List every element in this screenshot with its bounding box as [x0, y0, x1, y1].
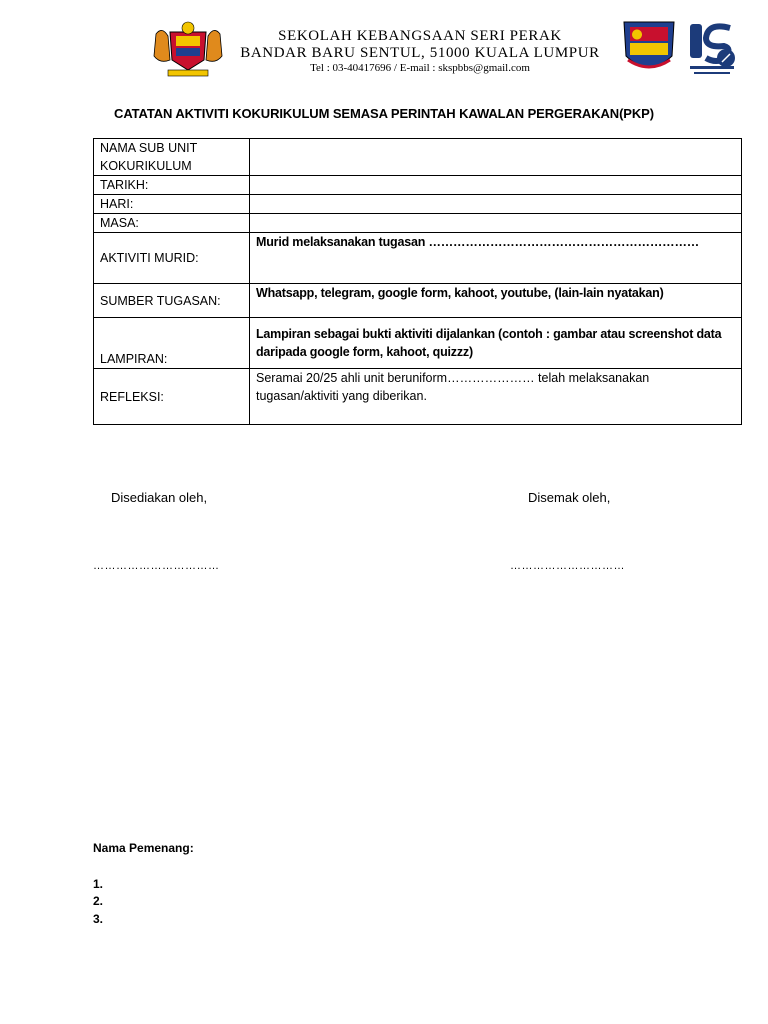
sk-25-logo: [686, 18, 738, 78]
winners-title: Nama Pemenang:: [93, 841, 194, 855]
label-hari: HARI:: [94, 195, 250, 214]
school-contact: Tel : 03-40417696 / E-mail : skspbbs@gmail.com: [310, 62, 530, 74]
school-crest-logo: [620, 18, 678, 78]
winner-item-3: 3.: [93, 912, 104, 926]
field-refleksi[interactable]: Seramai 20/25 ahli unit beruniform………………… telah melaksanakan tugasan/aktiviti yang diberikan.: [250, 369, 742, 425]
table-row: [94, 214, 742, 233]
table-row: [94, 318, 742, 369]
winner-item-2: 2.: [93, 894, 104, 908]
table-row: [94, 233, 742, 284]
document-title: CATATAN AKTIVITI KOKURIKULUM SEMASA PERINTAH KAWALAN PERGERAKAN(PKP): [114, 106, 654, 121]
label-nama-sub-unit: NAMA SUB UNIT KOKURIKULUM: [94, 139, 250, 176]
prepared-by-signature-line: ……………………………: [93, 560, 220, 572]
checked-by-label: Disemak oleh,: [528, 490, 611, 505]
label-tarikh: TARIKH:: [94, 176, 250, 195]
field-hari[interactable]: [250, 195, 742, 214]
table-row: [94, 195, 742, 214]
school-name: SEKOLAH KEBANGSAAN SERI PERAK: [278, 28, 562, 44]
label-lampiran: LAMPIRAN:: [94, 318, 250, 369]
table-row: [94, 369, 742, 425]
table-row: [94, 176, 742, 195]
field-aktiviti-murid[interactable]: Murid melaksanakan tugasan …………………………………………………………: [250, 233, 742, 284]
prepared-by-label: Disediakan oleh,: [111, 490, 208, 505]
label-aktiviti-murid: AKTIVITI MURID:: [94, 233, 250, 284]
label-masa: MASA:: [94, 214, 250, 233]
field-tarikh[interactable]: [250, 176, 742, 195]
checked-by-signature-line: …………………………: [510, 560, 625, 572]
winner-item-1: 1.: [93, 877, 104, 891]
label-refleksi: REFLEKSI:: [94, 369, 250, 425]
field-sumber-tugasan[interactable]: Whatsapp, telegram, google form, kahoot, youtube, (lain-lain nyatakan): [250, 284, 742, 318]
school-address: BANDAR BARU SENTUL, 51000 KUALA LUMPUR: [240, 45, 600, 61]
malaysia-coat-of-arms-logo: [148, 20, 228, 80]
activity-record-table: [93, 138, 742, 425]
field-nama-sub-unit[interactable]: [250, 139, 742, 176]
table-row: [94, 284, 742, 318]
table-row: [94, 139, 742, 176]
label-sumber-tugasan: SUMBER TUGASAN:: [94, 284, 250, 318]
field-lampiran[interactable]: Lampiran sebagai bukti aktiviti dijalankan (contoh : gambar atau screenshot data daripada google form, kahoot, quizzz): [250, 318, 742, 369]
field-masa[interactable]: [250, 214, 742, 233]
